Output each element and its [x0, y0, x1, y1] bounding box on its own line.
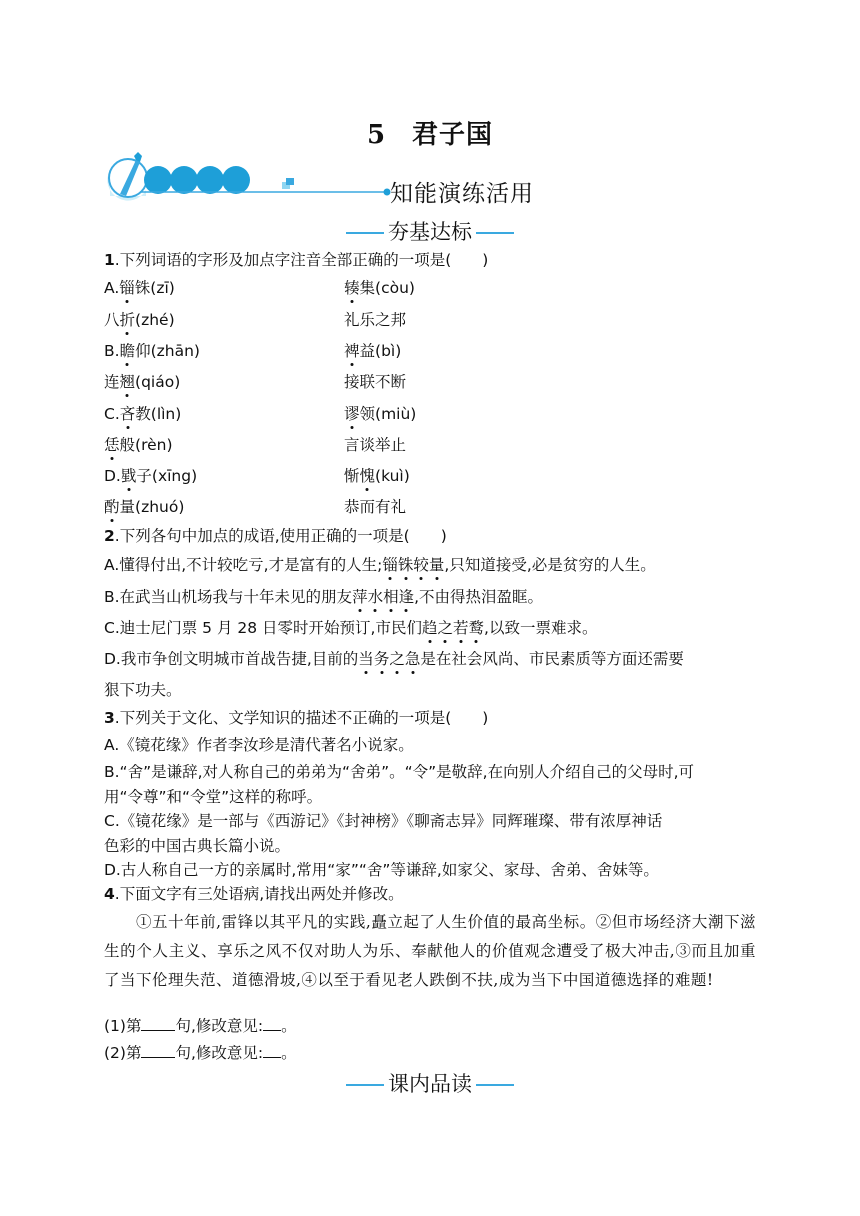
q1-row-d1: D.戥子(xīng) 惭愧(kuì) — [104, 467, 410, 485]
q2-option-a: A.懂得付出,不计较吃亏,才是富有的人生;锱铢较量,只知道接受,必是贫穷的人生。 — [104, 556, 656, 574]
answer-blank[interactable] — [263, 1043, 281, 1058]
q1-row-c2: 恁般(rèn) 言谈举止 — [104, 436, 407, 454]
lesson-title: 君子国 — [412, 120, 494, 150]
q3-option-d: D.古人称自己一方的亲属时,常用“家”“舍”等谦辞,如家父、家母、舍弟、舍妹等。 — [104, 861, 659, 879]
q4-answer-1: (1)第 句,修改意见: 。 — [104, 1017, 297, 1035]
section-header-basic: 夯基达标 — [0, 216, 860, 246]
q4-answer-2: (2)第 句,修改意见: 。 — [104, 1044, 297, 1062]
lesson-number: 5 — [366, 120, 387, 150]
circle-icon — [144, 166, 172, 194]
brush-icon — [107, 152, 147, 201]
q3-option-a: A.《镜花缘》作者李汝珍是清代著名小说家。 — [104, 736, 414, 754]
q2-option-d-line1: D.我市争创文明城市首战告捷,目前的当务之急是在社会风尚、市民素质等方面还需要 — [104, 650, 684, 668]
q3-option-b-line1: B.“舍”是谦辞,对人称自己的弟弟为“舍弟”。“令”是敬辞,在向别人介绍自己的父母时,可 — [104, 763, 695, 781]
q1-row-c1: C.吝教(lìn) 谬领(miù) — [104, 405, 417, 423]
answer-blank[interactable] — [141, 1016, 175, 1031]
question-2-stem: 2.下列各句中加点的成语,使用正确的一项是( ) — [104, 527, 447, 545]
q1-row-a2: 八折(zhé) 礼乐之邦 — [104, 311, 407, 329]
q2-option-b: B.在武当山机场我与十年未见的朋友萍水相逢,不由得热泪盈眶。 — [104, 588, 544, 606]
q1-row-b1: B.瞻仰(zhān) 裨益(bì) — [104, 342, 402, 360]
question-1-stem: 1.下列词语的字形及加点字注音全部正确的一项是( ) — [104, 251, 489, 269]
q1-row-d2: 酌量(zhuó) 恭而有礼 — [104, 498, 407, 516]
circle-icon — [222, 166, 250, 194]
q3-option-b-line2: 用“令尊”和“令堂”这样的称呼。 — [104, 788, 323, 806]
q3-option-c-line2: 色彩的中国古典长篇小说。 — [104, 837, 291, 855]
circle-icon — [196, 166, 224, 194]
circle-icon — [170, 166, 198, 194]
q1-row-b2: 连翘(qiáo) 接联不断 — [104, 373, 407, 391]
page-title — [0, 114, 860, 151]
question-3-stem: 3.下列关于文化、文学知识的描述不正确的一项是( ) — [104, 709, 489, 727]
q4-passage: ①五十年前,雷锋以其平凡的实践,矗立起了人生价值的最高坐标。②但市场经济大潮下滋生的个人主义、享乐之风不仅对助人为乐、奉献他人的价值观念遭受了极大冲击,③而且加重了当下伦理失范、道德滑坡,④以至于看见老人跌倒不扶,成为当下中国道德选择的难题! — [104, 913, 756, 989]
q3-option-c-line1: C.《镜花缘》是一部与《西游记》《封神榜》《聊斋志异》同辉璀璨、带有浓厚神话 — [104, 812, 663, 830]
answer-blank[interactable] — [263, 1016, 281, 1031]
q2-option-d-line2: 狠下功夫。 — [104, 681, 182, 699]
q2-option-c: C.迪士尼门票 5 月 28 日零时开始预订,市民们趋之若鹜,以致一票难求。 — [104, 619, 598, 637]
banner-label: 知能演练活用 — [390, 181, 534, 207]
question-4-stem: 4.下面文字有三处语病,请找出两处并修改。 — [104, 885, 404, 903]
section-header-reading: 课内品读 — [0, 1068, 860, 1098]
answer-blank[interactable] — [141, 1043, 175, 1058]
q1-row-a1: A.锱铢(zī) 辏集(còu) — [104, 279, 415, 297]
